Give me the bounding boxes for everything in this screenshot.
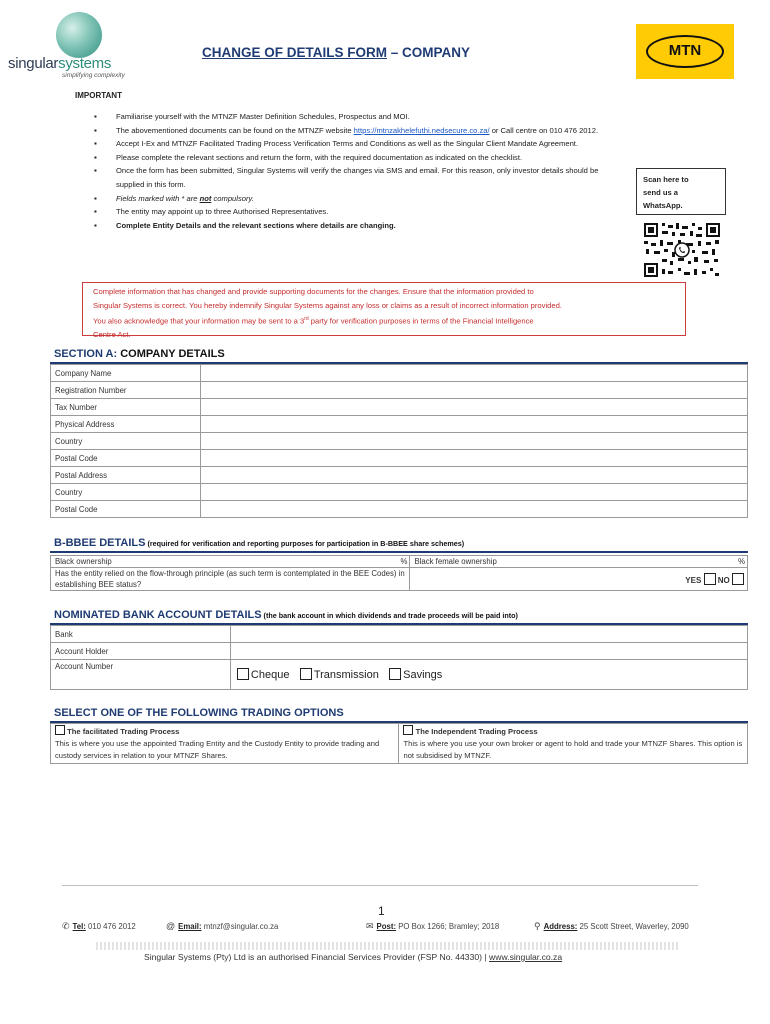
list-item: ▪ Fields marked with * are not compulsory. — [94, 192, 684, 206]
flow-through-question: Has the entity relied on the flow-through principle (as such term is contemplated in the BEE Codes) in establishing BEE status? — [51, 568, 410, 591]
whatsapp-qr-code[interactable] — [642, 221, 722, 279]
table-row — [51, 467, 748, 484]
postal-country-field[interactable] — [200, 484, 747, 501]
page-number: 1 — [378, 904, 385, 918]
postal-address-field[interactable] — [200, 467, 747, 484]
savings-checkbox[interactable] — [389, 668, 401, 680]
postal-code-2-label: Postal Code — [51, 501, 201, 518]
company-details-table — [50, 364, 748, 518]
disclaimer-notice: Complete information that has changed and provide supporting documents for the changes. Ensure that the information provided to Singular Systems is correct. You hereby indemnify Singular Systems against any loss or claims as a result of incorrect information provided. You also acknowledge that your information may be sent to a 3rd party for verification purposes in terms of the Financial Intelligence Centre Act. — [82, 282, 686, 336]
account-holder-field[interactable] — [230, 643, 747, 660]
table-row — [51, 484, 748, 501]
company-name-label: Company Name — [51, 365, 201, 382]
footer-address: ⚲ Address: 25 Scott Street, Waverley, 2090 — [534, 921, 689, 931]
logo-wordmark: singularsystems — [8, 55, 112, 72]
independent-trading-option: The Independent Trading Process This is where you use your own broker or agent to hold and trade your MTNZF Shares. This option is not subsidised by MTNZF. — [399, 724, 748, 764]
physical-address-field[interactable] — [200, 416, 747, 433]
footer-decorative-stripe — [96, 942, 680, 950]
registration-number-field[interactable] — [200, 382, 747, 399]
no-checkbox[interactable] — [732, 573, 744, 585]
postal-code-field[interactable] — [200, 450, 747, 467]
important-heading: IMPORTANT — [75, 91, 122, 100]
mtnzf-website-link[interactable]: https://mtnzakhelefuthi.nedsecure.co.za/ — [353, 125, 490, 135]
list-item: ▪ Familiarise yourself with the MTNZF Master Definition Schedules, Prospectus and MOI. — [94, 110, 684, 124]
list-item: ▪ The entity may appoint up to three Authorised Representatives. — [94, 205, 684, 219]
bank-details-title: NOMINATED BANK ACCOUNT DETAILS (the bank account in which dividends and trade proceeds will be paid into) — [54, 609, 518, 621]
account-holder-label: Account Holder — [51, 643, 231, 660]
postal-code-2-field[interactable] — [200, 501, 747, 518]
cheque-checkbox[interactable] — [237, 668, 249, 680]
list-item: ▪ Please complete the relevant sections and return the form, with the required documentation as indicated on the checklist. — [94, 151, 619, 165]
legal-disclaimer: Singular Systems (Pty) Ltd is an authorised Financial Services Provider (FSP No. 44330) | www.singular.co.za — [144, 952, 563, 962]
tax-number-label: Tax Number — [51, 399, 201, 416]
table-row — [51, 501, 748, 518]
singular-systems-logo — [8, 12, 148, 82]
list-item: ▪ Accept I-Ex and MTNZF Facilitated Trading Process Verification Terms and Conditions as well as the Singular Client Mandate Agreement. — [94, 137, 684, 151]
section-a-title: SECTION A: COMPANY DETAILS — [54, 348, 225, 360]
account-type-options: Cheque Transmission Savings — [230, 660, 747, 690]
table-row — [51, 643, 748, 660]
facilitated-trading-checkbox[interactable] — [55, 725, 65, 735]
at-icon: @ — [166, 921, 176, 931]
location-pin-icon: ⚲ — [534, 921, 541, 931]
email-link[interactable]: mtnzf@singular.co.za — [201, 922, 279, 931]
table-row — [51, 450, 748, 467]
table-row — [51, 626, 748, 643]
footer-post: ✉ Post: PO Box 1266; Bramley; 2018 — [366, 921, 500, 931]
table-row — [51, 724, 748, 764]
account-number-label: Account Number — [51, 660, 231, 690]
bank-field[interactable] — [230, 626, 747, 643]
postal-code-label: Postal Code — [51, 450, 201, 467]
registration-number-label: Registration Number — [51, 382, 201, 399]
bank-label: Bank — [51, 626, 231, 643]
whatsapp-callout: Scan here to send us a WhatsApp. — [636, 168, 726, 215]
list-item: ▪ Once the form has been submitted, Singular Systems will verify the changes via SMS and email. For this reason, only investor details should be supplied in this form. — [94, 164, 619, 191]
physical-address-label: Physical Address — [51, 416, 201, 433]
table-row — [51, 660, 748, 690]
bbbee-title: B-BBEE DETAILS (required for verification and reporting purposes for participation in B-BBEE share schemes) — [54, 537, 465, 549]
tax-number-field[interactable] — [200, 399, 747, 416]
transmission-checkbox[interactable] — [300, 668, 312, 680]
table-row: Black ownership % Black female ownership % — [51, 556, 748, 568]
website-link[interactable]: www.singular.co.za — [489, 952, 563, 962]
trading-options-title: SELECT ONE OF THE FOLLOWING TRADING OPTIONS — [54, 707, 344, 719]
country-field[interactable] — [200, 433, 747, 450]
phone-icon: ✆ — [62, 921, 70, 931]
trading-options-table — [50, 723, 748, 764]
facilitated-trading-option: The facilitated Trading Process This is where you use the appointed Trading Entity and the Custody Entity to provide trading and custody services in relation to your MTNZF Shares. — [51, 724, 399, 764]
list-item: ▪ Complete Entity Details and the relevant sections where details are changing. — [94, 219, 684, 233]
bbbee-table — [50, 555, 748, 591]
yes-checkbox[interactable] — [704, 573, 716, 585]
flow-through-answer: YES NO — [410, 568, 748, 591]
mtn-logo — [636, 24, 734, 79]
table-row — [51, 365, 748, 382]
mail-icon: ✉ — [366, 921, 374, 931]
footer-tel: ✆ Tel: 010 476 2012 — [62, 921, 136, 931]
black-female-ownership-field[interactable]: Black female ownership — [410, 556, 736, 568]
independent-trading-checkbox[interactable] — [403, 725, 413, 735]
footer-divider — [62, 885, 698, 886]
table-row — [51, 568, 748, 591]
page-title: CHANGE OF DETAILS FORM – COMPANY — [202, 45, 471, 60]
important-list — [94, 110, 684, 232]
bbbee-divider — [50, 551, 748, 553]
mtn-logo-text: MTN — [646, 35, 724, 68]
table-row — [51, 382, 748, 399]
table-row — [51, 433, 748, 450]
postal-address-label: Postal Address — [51, 467, 201, 484]
footer-email: @ Email: mtnzf@singular.co.za — [166, 921, 279, 931]
globe-icon — [56, 12, 102, 58]
logo-tagline: simplifying complexity — [62, 72, 125, 79]
table-row — [51, 416, 748, 433]
company-name-field[interactable] — [200, 365, 747, 382]
table-row — [51, 399, 748, 416]
postal-country-label: Country — [51, 484, 201, 501]
country-label: Country — [51, 433, 201, 450]
black-ownership-field[interactable]: Black ownership — [51, 556, 398, 568]
list-item: ▪ The abovementioned documents can be found on the MTNZF website https://mtnzakhelefuthi.nedsecure.co.za/ or Call centre on 010 476 2012. — [94, 124, 684, 138]
bank-table — [50, 625, 748, 690]
